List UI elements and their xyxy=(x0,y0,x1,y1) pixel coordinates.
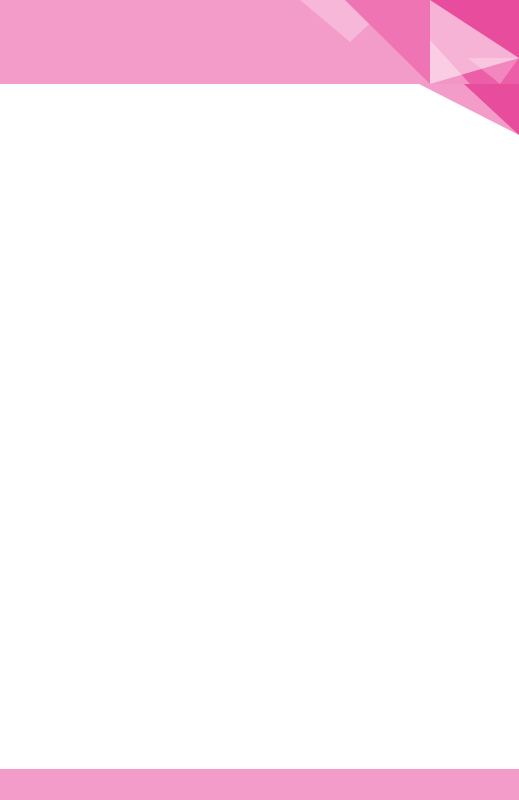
header-banner xyxy=(0,0,519,84)
geometric-decoration xyxy=(0,0,519,84)
footer-bar xyxy=(0,769,519,800)
corner-triangle-decoration xyxy=(419,84,519,136)
